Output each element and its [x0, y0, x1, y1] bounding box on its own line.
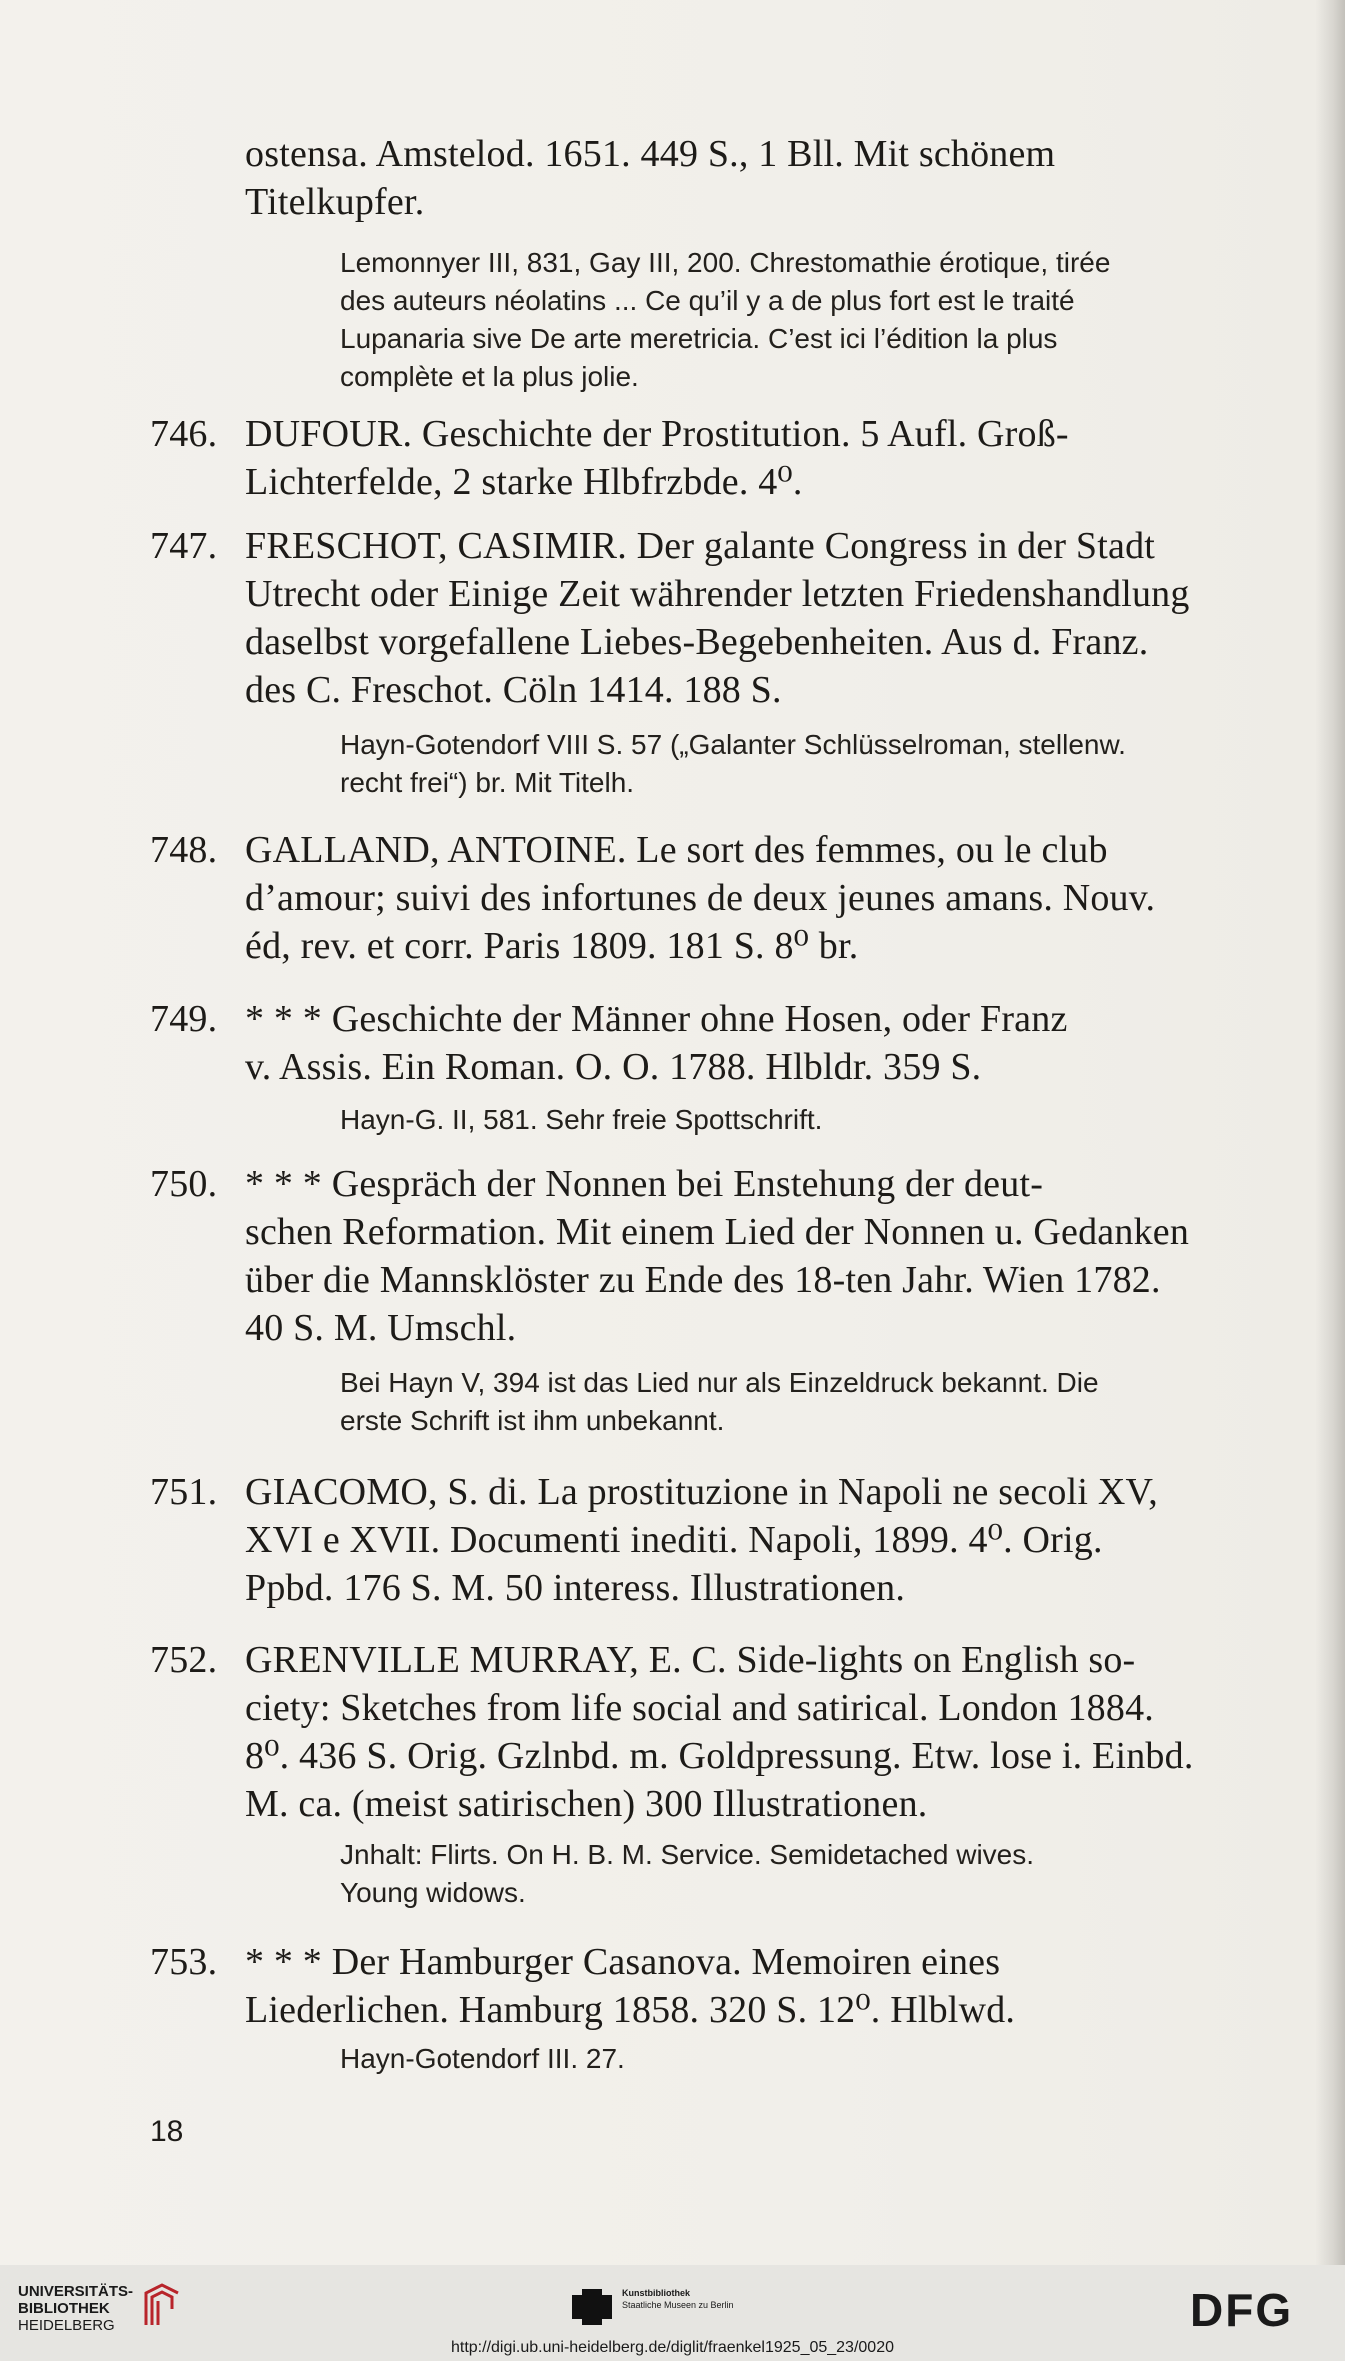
- entry-745-continuation: [150, 130, 1260, 396]
- entry-752: [150, 1636, 1260, 1912]
- entry-line: XVI e XVII. Documenti inediti. Napoli, 1899. 4⁰. Orig.: [245, 1519, 1103, 1561]
- entry-line: GIACOMO, S. di. La prostituzione in Napoli ne secoli XV,: [245, 1471, 1158, 1513]
- entry-751: [150, 1468, 1260, 1612]
- entry-note: Hayn-Gotendorf VIII S. 57 („Galanter Schlüsselroman, stellenw.: [340, 729, 1126, 760]
- entry-line: * * * Der Hamburger Casanova. Memoiren eines: [245, 1941, 1001, 1983]
- ub-heidelberg-mark-icon: [140, 2279, 184, 2331]
- entry-line: GRENVILLE MURRAY, E. C. Side-lights on English so-: [245, 1639, 1136, 1681]
- entry-line: d’amour; suivi des infortunes de deux jeunes amans. Nouv.: [245, 877, 1156, 919]
- entry-753: [150, 1938, 1260, 2078]
- dfg-logo[interactable]: DFG: [1190, 2284, 1294, 2336]
- entry-line: M. ca. (meist satirischen) 300 Illustrationen.: [245, 1783, 928, 1825]
- entry-note: Lemonnyer III, 831, Gay III, 200. Chrestomathie érotique, tirée: [340, 247, 1111, 278]
- entry-line: ostensa. Amstelod. 1651. 449 S., 1 Bll. Mit schönem: [245, 133, 1056, 175]
- entry-note: complète et la plus jolie.: [340, 361, 639, 392]
- entry-line: Titelkupfer.: [245, 181, 425, 223]
- entry-line: 8⁰. 436 S. Orig. Gzlnbd. m. Goldpressung. Etw. lose i. Einbd.: [245, 1735, 1194, 1777]
- entry-line: v. Assis. Ein Roman. O. O. 1788. Hlbldr. 359 S.: [245, 1046, 982, 1088]
- entry-number: 746.: [150, 413, 218, 455]
- entry-747: [150, 522, 1260, 802]
- entry-746: [150, 410, 1260, 506]
- entry-line: GALLAND, ANTOINE. Le sort des femmes, ou le club: [245, 829, 1108, 871]
- entry-number: 753.: [150, 1941, 218, 1983]
- entry-number: 749.: [150, 998, 218, 1040]
- entry-line: 40 S. M. Umschl.: [245, 1307, 517, 1349]
- kunstbibliothek-logo-icon: [572, 2287, 612, 2327]
- entry-line: éd, rev. et corr. Paris 1809. 181 S. 8⁰ br.: [245, 925, 859, 967]
- entry-line: schen Reformation. Mit einem Lied der Nonnen u. Gedanken: [245, 1211, 1190, 1253]
- entry-note: Bei Hayn V, 394 ist das Lied nur als Einzeldruck bekannt. Die: [340, 1367, 1099, 1398]
- entry-749: [150, 995, 1260, 1139]
- entry-note: des auteurs néolatins ... Ce qu’il y a de plus fort est le traité: [340, 285, 1075, 316]
- footer-bar: [0, 2265, 1345, 2361]
- kb-line: Kunstbibliothek: [622, 2288, 690, 2298]
- entry-note: erste Schrift ist ihm unbekannt.: [340, 1405, 725, 1436]
- entry-line: Ppbd. 176 S. M. 50 interess. Illustrationen.: [245, 1567, 906, 1609]
- entry-number: 747.: [150, 525, 218, 567]
- entry-line: Lichterfelde, 2 starke Hlbfrzbde. 4⁰.: [245, 461, 803, 503]
- entry-number: 752.: [150, 1639, 218, 1681]
- entry-note: Hayn-Gotendorf III. 27.: [340, 2043, 625, 2074]
- entry-note: Jnhalt: Flirts. On H. B. M. Service. Semidetached wives.: [340, 1839, 1035, 1870]
- ub-logo-line: BIBLIOTHEK: [18, 2300, 110, 2317]
- ub-logo-line: HEIDELBERG: [18, 2317, 115, 2334]
- entry-line: Utrecht oder Einige Zeit währender letzten Friedenshandlung: [245, 573, 1190, 615]
- page-number: 18: [150, 2115, 184, 2148]
- entry-line: FRESCHOT, CASIMIR. Der galante Congress in der Stadt: [245, 525, 1156, 567]
- entry-line: DUFOUR. Geschichte der Prostitution. 5 Aufl. Groß-: [245, 413, 1069, 455]
- entry-note: Hayn-G. II, 581. Sehr freie Spottschrift.: [340, 1104, 823, 1135]
- ub-heidelberg-logo[interactable]: [18, 2283, 133, 2334]
- entry-line: * * * Geschichte der Männer ohne Hosen, oder Franz: [245, 998, 1068, 1040]
- entry-line: Liederlichen. Hamburg 1858. 320 S. 12⁰. Hlblwd.: [245, 1989, 1016, 2031]
- entry-note: recht frei“) br. Mit Titelh.: [340, 767, 635, 798]
- entry-number: 748.: [150, 829, 218, 871]
- entry-750: [150, 1160, 1260, 1440]
- entry-note: Young widows.: [340, 1877, 526, 1908]
- spine-shadow: [1315, 0, 1345, 2265]
- entry-line: daselbst vorgefallene Liebes-Begebenheiten. Aus d. Franz.: [245, 621, 1149, 663]
- entry-note: Lupanaria sive De arte meretricia. C’est ici l’édition la plus: [340, 323, 1058, 354]
- kb-line: Staatliche Museen zu Berlin: [622, 2300, 734, 2310]
- ub-logo-line: UNIVERSITÄTS-: [18, 2283, 134, 2300]
- entry-line: ciety: Sketches from life social and satirical. London 1884.: [245, 1687, 1154, 1729]
- entry-line: des C. Freschot. Cöln 1414. 188 S.: [245, 669, 782, 711]
- permalink-url[interactable]: http://digi.ub.uni-heidelberg.de/diglit/fraenkel1925_05_23/0020: [450, 2339, 894, 2356]
- entry-line: über die Mannsklöster zu Ende des 18-ten Jahr. Wien 1782.: [245, 1259, 1161, 1301]
- entry-number: 750.: [150, 1163, 218, 1205]
- entry-number: 751.: [150, 1471, 218, 1513]
- kunstbibliothek-text[interactable]: [622, 2287, 734, 2311]
- entry-line: * * * Gespräch der Nonnen bei Enstehung der deut-: [245, 1163, 1044, 1205]
- entry-748: [150, 826, 1260, 970]
